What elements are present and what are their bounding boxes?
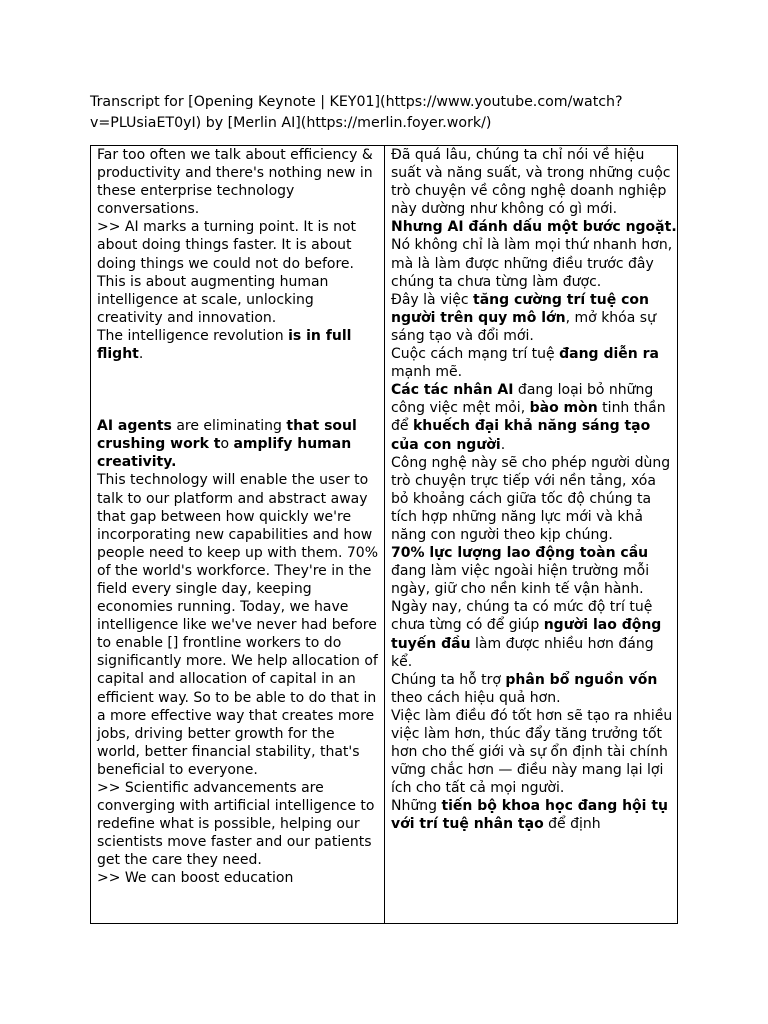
header-line-2: v=PLUsiaET0yI) by [Merlin AI](https://merlin.foyer.work/)	[90, 115, 492, 131]
text-span: , mở khóa sự sáng tạo và đổi mới.	[391, 309, 656, 344]
vietnamese-paragraph: Việc làm điều đó tốt hơn sẽ tạo ra nhiều việc làm hơn, thúc đẩy tăng trưởng tốt hơn cho thế giới và sự ổn định tài chính vững chắc hơn — điều này mang lại lợi ích cho tất cả mọi người.	[391, 707, 673, 797]
bold-span: phân bổ nguồn vốn	[505, 671, 658, 688]
vietnamese-paragraph	[391, 345, 677, 381]
vietnamese-paragraph	[391, 544, 677, 598]
bold-span: đang diễn ra	[559, 346, 659, 363]
text-span: tinh thần để	[391, 400, 666, 435]
text-span: Đây là việc	[391, 291, 474, 308]
text-span: để định	[543, 816, 601, 833]
vietnamese-paragraph: Đã quá lâu, chúng ta chỉ nói về hiệu suất và năng suất, và trong những cuộc trò chuyện về công nghệ doanh nghiệp này dường như không có gì mới.	[391, 147, 671, 218]
vietnamese-paragraph	[391, 671, 677, 707]
vietnamese-column	[391, 146, 677, 834]
vietnamese-paragraph	[391, 797, 677, 833]
text-span: đang loại bỏ những công việc mệt mỏi,	[391, 382, 654, 417]
document-header	[90, 92, 690, 134]
bold-span: người lao động tuyến đầu	[391, 617, 662, 652]
english-paragraph: >> We can boost education	[97, 870, 294, 887]
bold-span: khuếch đại khả năng sáng tạo của con người	[391, 418, 651, 453]
english-paragraph	[97, 327, 381, 363]
column-divider	[384, 146, 385, 923]
vietnamese-paragraph	[391, 291, 677, 345]
transcript-table	[90, 145, 678, 924]
vietnamese-paragraph	[391, 218, 677, 236]
bold-span: is in full flight	[97, 327, 352, 363]
text-span: làm được nhiều hơn đáng kể.	[391, 635, 654, 670]
text-span: The intelligence revolution	[97, 327, 289, 344]
text-span: theo cách hiệu quả hơn.	[391, 689, 561, 706]
text-span: o	[220, 436, 234, 453]
english-column	[97, 146, 381, 888]
text-span: are eliminating	[171, 418, 287, 435]
vietnamese-paragraph	[391, 598, 677, 670]
text-span: Chúng ta hỗ trợ	[391, 671, 506, 688]
bold-span: tiến bộ khoa học đang hội tụ với trí tuệ nhân tạo	[391, 798, 669, 833]
text-span: Cuộc cách mạng trí tuệ	[391, 346, 560, 363]
english-paragraph: >> AI marks a turning point. It is not about doing things faster. It is about doing things we could not do before. This is about augmenting human intelligence at scale, unlocking creativity and innovation.	[97, 219, 356, 326]
english-paragraph: Far too often we talk about efficiency & productivity and there's nothing new in these enterprise technology conversations.	[97, 147, 373, 218]
blank-space	[97, 363, 381, 417]
bold-span: Các tác nhân AI	[391, 382, 514, 399]
text-span: .	[500, 436, 506, 453]
english-paragraph: >> Scientific advancements are converging with artificial intelligence to redefine what is possible, helping our scientists move faster and our patients get the care they need.	[97, 780, 375, 869]
english-paragraph: This technology will enable the user to talk to our platform and abstract away that gap between how quickly we're incorporating new capabilities and how people need to keep up with them. 70% of the world's workforce. They're in the field every single day, keeping economies running. Today, we have intelligence like we've never had before to enable [] frontline workers to do significantly more. We help allocation of capital and allocation of capital in an efficient way. So to be able to do that in a more effective way that creates more jobs, driving better growth for the world, better financial stability, that's beneficial to everyone.	[97, 472, 379, 778]
text-span: .	[138, 346, 144, 363]
bold-span: 70% lực lượng lao động toàn cầu	[391, 545, 649, 562]
bold-span: Nhưng AI đánh dấu một bước ngoặt.	[391, 219, 677, 236]
text-span: Ngày nay, chúng ta có mức độ trí tuệ chưa từng có để giúp	[391, 599, 653, 634]
vietnamese-paragraph	[391, 381, 677, 453]
vietnamese-paragraph: Nó không chỉ là làm mọi thứ nhanh hơn, mà là làm được những điều trước đây chúng ta chưa từng làm được.	[391, 237, 673, 290]
text-span: mạnh mẽ.	[391, 364, 463, 381]
bold-span: AI agents	[97, 418, 172, 435]
text-span: Những	[391, 798, 442, 815]
english-paragraph	[97, 417, 381, 471]
bold-span: bào mòn	[529, 400, 598, 417]
bold-span: that soul crushing work t	[97, 418, 357, 453]
header-line-1: Transcript for [Opening Keynote | KEY01](https://www.youtube.com/watch?	[90, 94, 623, 110]
bold-span: tăng cường trí tuệ con người trên quy mô lớn	[391, 291, 649, 326]
vietnamese-paragraph: Công nghệ này sẽ cho phép người dùng trò chuyện trực tiếp với nền tảng, xóa bỏ khoảng cách giữa tốc độ chúng ta tích hợp những năng lực mới và khả năng con người theo kịp chúng.	[391, 454, 671, 543]
bold-span: amplify human creativity.	[97, 436, 352, 471]
text-span: đang làm việc ngoài hiện trường mỗi ngày, giữ cho nền kinh tế vận hành.	[391, 563, 650, 598]
